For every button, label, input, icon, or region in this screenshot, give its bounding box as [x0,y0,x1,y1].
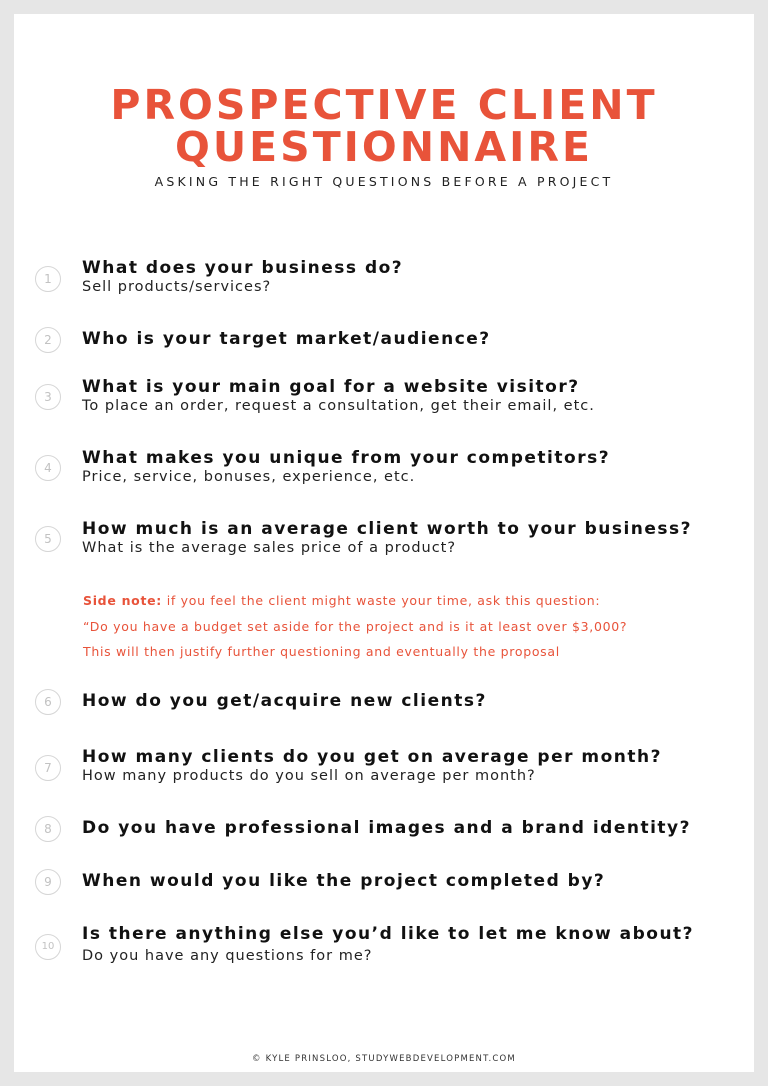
questionnaire-page [14,14,754,1072]
side-note-text: if you feel the client might waste your time, ask this question: [162,593,601,608]
question-detail: Do you have any questions for me? [82,948,373,964]
question-text: Who is your target market/audience? [82,329,491,349]
page-subtitle: ASKING THE RIGHT QUESTIONS BEFORE A PROJECT [154,174,614,189]
question-text: When would you like the project completed by? [82,871,606,891]
question-text: How many clients do you get on average per month? [82,747,662,767]
question-detail: To place an order, request a consultation, get their email, etc. [82,398,595,414]
question-text: What does your business do? [82,258,404,278]
question-number-badge: 9 [35,869,61,895]
footer-credit: © KYLE PRINSLOO, STUDYWEBDEVELOPMENT.COM [252,1054,516,1064]
side-note-line-1 [83,593,600,608]
title-line-1: PROSPECTIVE CLIENT [110,81,658,129]
question-number-badge: 3 [35,384,61,410]
page-title [14,81,754,171]
question-detail: Price, service, bonuses, experience, etc. [82,469,416,485]
question-detail: Sell products/services? [82,279,272,295]
question-text: What is your main goal for a website visitor? [82,377,580,397]
question-number-badge: 2 [35,327,61,353]
question-text: How do you get/acquire new clients? [82,691,487,711]
question-number-badge: 4 [35,455,61,481]
question-text: How much is an average client worth to your business? [82,519,693,539]
side-note-line-3: This will then justify further questioning and eventually the proposal [83,644,560,659]
question-detail: What is the average sales price of a product? [82,540,457,556]
question-text: What makes you unique from your competitors? [82,448,611,468]
question-number-badge: 1 [35,266,61,292]
title-line-2: QUESTIONNAIRE [175,123,593,171]
question-text: Do you have professional images and a brand identity? [82,818,691,838]
question-number-badge: 7 [35,755,61,781]
question-number-badge: 10 [35,934,61,960]
question-number-badge: 5 [35,526,61,552]
question-number-badge: 8 [35,816,61,842]
question-detail: How many products do you sell on average per month? [82,768,536,784]
question-number-badge: 6 [35,689,61,715]
side-note-line-2: “Do you have a budget set aside for the project and is it at least over $3,000? [83,619,628,634]
question-text: Is there anything else you’d like to let me know about? [82,924,695,944]
side-note-label: Side note: [83,593,163,608]
